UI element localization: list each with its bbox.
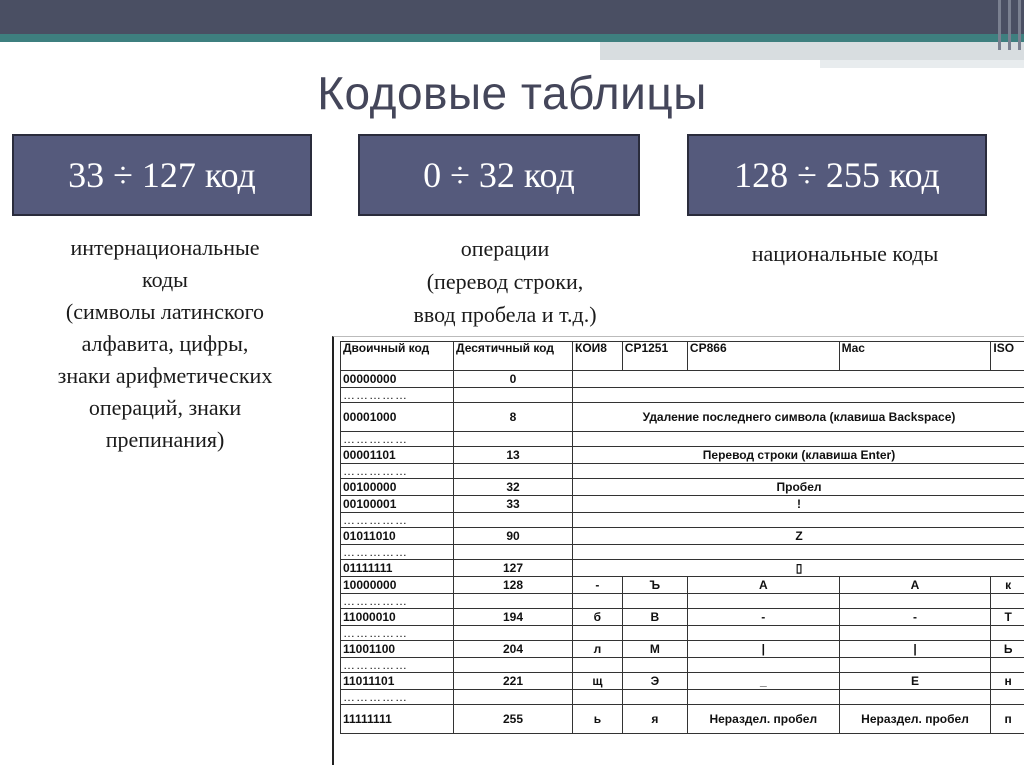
header-cp866: CP866 [687,342,839,371]
table-row: 11111111 255 ь я Нераздел. пробел Нераздел. пробел п [341,705,1024,734]
header-band [0,0,1024,34]
table-row: 10000000 128 - Ъ А А к [341,577,1024,594]
table-row-gap: …………… [341,658,1024,673]
header-decimal: Десятичный код [454,342,573,371]
range-box-international: 33 ÷ 127 код [12,134,312,216]
description-national: национальные коды [751,241,939,266]
table-row-gap: …………… [341,545,1024,560]
decor-stripe [998,0,1001,50]
table-row: 00100000 32 Пробел [341,479,1024,496]
table-row: 00000000 0 [341,371,1024,388]
table-row-gap: …………… [341,432,1024,447]
decor-stripe [1018,0,1021,50]
table-row: 11011101 221 щ Э _ Е н [341,673,1024,690]
table-row: 11001100 204 л М | | Ь [341,641,1024,658]
header-cp1251: CP1251 [622,342,687,371]
header-iso: ISO [991,342,1024,371]
table-row-gap: …………… [341,690,1024,705]
slide-title: Кодовые таблицы [317,67,707,119]
table-row: 00001101 13 Перевод строки (клавиша Enter) [341,447,1024,464]
table-row: 00100001 33 ! [341,496,1024,513]
table-row-gap: …………… [341,388,1024,403]
decor-stripe [1008,0,1011,50]
table-row: 00001000 8 Удаление последнего символа (клавиша Backspace) [341,403,1024,432]
table-row: 01111111 127 ▯ [341,560,1024,577]
code-table-image [332,336,1024,765]
description-international: интернациональные коды (символы латинского алфавита, цифры, знаки арифметических операций, знаки препинания) [57,235,273,452]
description-operations: операции (перевод строки, ввод пробела и т.д.) [413,236,597,327]
table-row-gap: …………… [341,626,1024,641]
table-row: 11000010 194 б В - - Т [341,609,1024,626]
header-binary: Двоичный код [341,342,454,371]
header-accent-stripe [0,34,1024,42]
table-row-gap: …………… [341,594,1024,609]
table-row: 01011010 90 Z [341,528,1024,545]
code-table [340,341,1024,734]
header-koi8: КОИ8 [573,342,623,371]
header-mac: Mac [839,342,991,371]
table-row-gap: …………… [341,513,1024,528]
range-box-national: 128 ÷ 255 код [687,134,987,216]
table-row-gap: …………… [341,464,1024,479]
header-shade-block [600,42,1024,60]
range-box-operations: 0 ÷ 32 код [358,134,640,216]
